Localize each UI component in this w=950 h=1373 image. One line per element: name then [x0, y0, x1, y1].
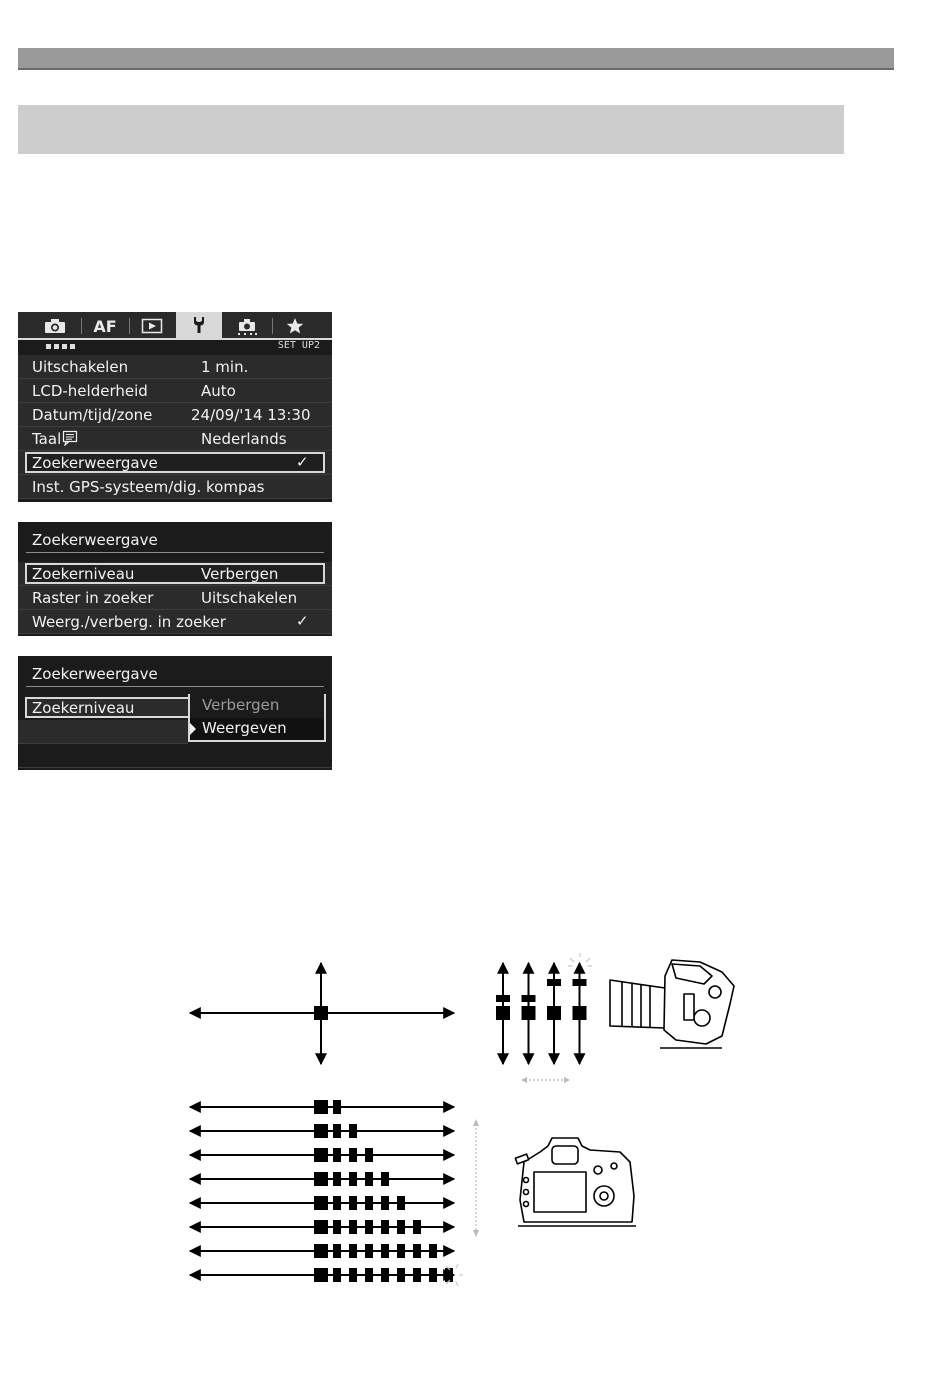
roll-level-row — [190, 1172, 454, 1186]
horizontal-move-arrow-icon — [521, 1077, 570, 1083]
pitch-level-column — [496, 963, 510, 1064]
row-value: Auto — [201, 382, 236, 400]
row-value: Uitschakelen — [201, 589, 298, 607]
row-value: 1 min. — [201, 358, 249, 376]
setup-page-label: SET UP2 — [277, 340, 320, 351]
vertical-move-arrow-icon — [473, 1119, 479, 1237]
tab-af-label: AF — [93, 316, 117, 336]
row-label: Datum/tijd/zone — [32, 406, 153, 424]
row-label: Weerg./verberg. in zoeker — [32, 613, 226, 631]
row-label: Zoekerweergave — [32, 454, 158, 472]
roll-level-row — [190, 1148, 454, 1162]
row-label: Raster in zoeker — [32, 589, 154, 607]
checkmark-icon: ✓ — [296, 453, 309, 471]
pitch-level-column — [522, 963, 536, 1064]
roll-level-row — [190, 1124, 454, 1138]
pitch-level-scales — [496, 963, 587, 1064]
row-label: Zoekerniveau — [32, 565, 135, 583]
camera-tilted-illustration — [610, 960, 734, 1048]
roll-level-row — [190, 1268, 454, 1282]
roll-level-row — [190, 1100, 454, 1114]
row-label: LCD-helderheid — [32, 382, 148, 400]
roll-level-row — [190, 1196, 454, 1210]
pitch-level-column — [573, 963, 587, 1064]
screen-title: Zoekerweergave — [32, 665, 158, 683]
checkmark-icon: ✓ — [296, 612, 309, 630]
row-label: Zoekerniveau — [32, 699, 135, 717]
row-label: Taal — [32, 430, 78, 448]
row-label: Uitschakelen — [32, 358, 129, 376]
option-hide[interactable]: Verbergen — [202, 696, 280, 714]
screen-title: Zoekerweergave — [32, 531, 158, 549]
row-value: Verbergen — [201, 565, 279, 583]
roll-level-row — [190, 1220, 454, 1234]
roll-level-row — [190, 1244, 454, 1258]
pitch-level-column — [547, 963, 561, 1064]
option-show-label: Weergeven — [202, 719, 287, 737]
row-label: Inst. GPS-systeem/dig. kompas — [32, 478, 265, 496]
row-value: 24/09/'14 13:30 — [191, 406, 311, 424]
roll-level-scales — [190, 1100, 454, 1282]
row-value: Nederlands — [201, 430, 287, 448]
level-crosshair-icon — [190, 963, 454, 1064]
camera-rear-illustration — [515, 1138, 636, 1226]
